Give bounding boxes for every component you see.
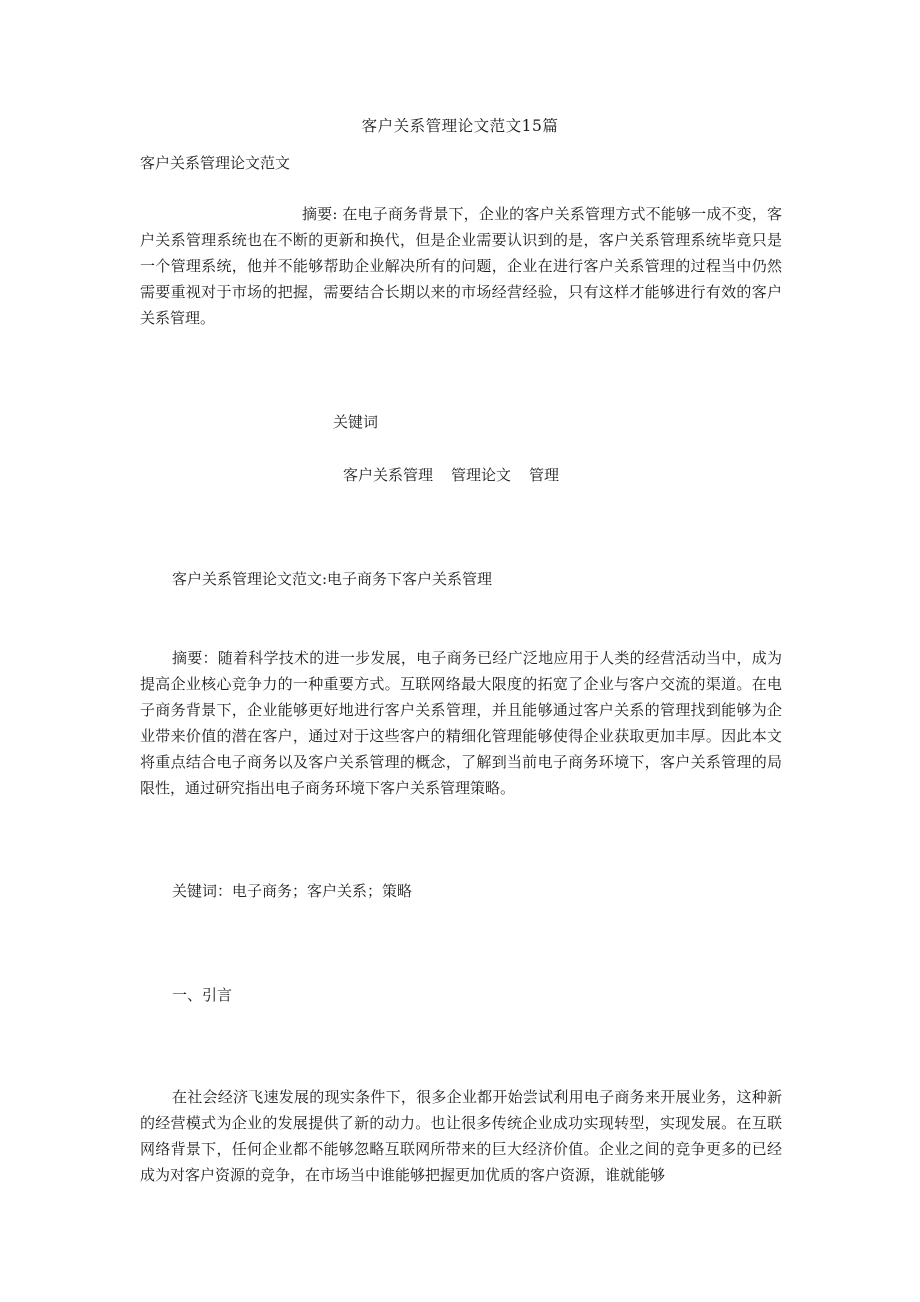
- keywords-list: [343, 464, 559, 485]
- keyword-item: 管理: [529, 466, 560, 484]
- keywords-heading: 关键词: [333, 413, 379, 431]
- body-paragraph-1: 在社会经济飞速发展的现实条件下，很多企业都开始尝试利用电子商务来开展业务，这种新的经营模式为企业的发展提供了新的动力。也让很多传统企业成功实现转型，实现发展。在互联网络背景下，任何企业都不能够忽略互联网所带来的巨大经济价值。企业之间的竞争更多的已经成为对客户资源的竞争，在市场当中谁能够把握更加优质的客户资源，谁就能够: [140, 1088, 782, 1184]
- section-heading-introduction: 一、引言: [172, 986, 233, 1004]
- document-title: 客户关系管理论文范文15篇: [361, 117, 559, 135]
- keywords-line: 关键词：电子商务；客户关系；策略: [172, 882, 413, 900]
- abstract-paragraph-2: 摘要：随着科学技术的进一步发展，电子商务已经广泛地应用于人类的经营活动当中，成为提高企业核心竞争力的一种重要方式。互联网络最大限度的拓宽了企业与客户交流的渠道。在电子商务背景下，企业能够更好地进行客户关系管理，并且能够通过客户关系的管理找到能够为企业带来价值的潜在客户，通过对于这些客户的精细化管理能够使得企业获取更加丰厚。因此本文将重点结合电子商务以及客户关系管理的概念，了解到当前电子商务环境下，客户关系管理的局限性，通过研究指出电子商务环境下客户关系管理策略。: [140, 649, 782, 797]
- abstract-paragraph-1: 摘要: 在电子商务背景下，企业的客户关系管理方式不能够一成不变，客户关系管理系统也在不断的更新和换代，但是企业需要认识到的是，客户关系管理系统毕竟只是一个管理系统，他并不能够帮助企业解决所有的问题，企业在进行客户关系管理的过程当中仍然需要重视对于市场的把握，需要结合长期以来的市场经营经验，只有这样才能够进行有效的客户关系管理。: [140, 205, 782, 327]
- keyword-item: 管理论文: [451, 466, 512, 484]
- article-title: 客户关系管理论文范文:电子商务下客户关系管理: [172, 570, 493, 588]
- subheading: 客户关系管理论文范文: [140, 154, 291, 172]
- keyword-item: 客户关系管理: [343, 466, 434, 484]
